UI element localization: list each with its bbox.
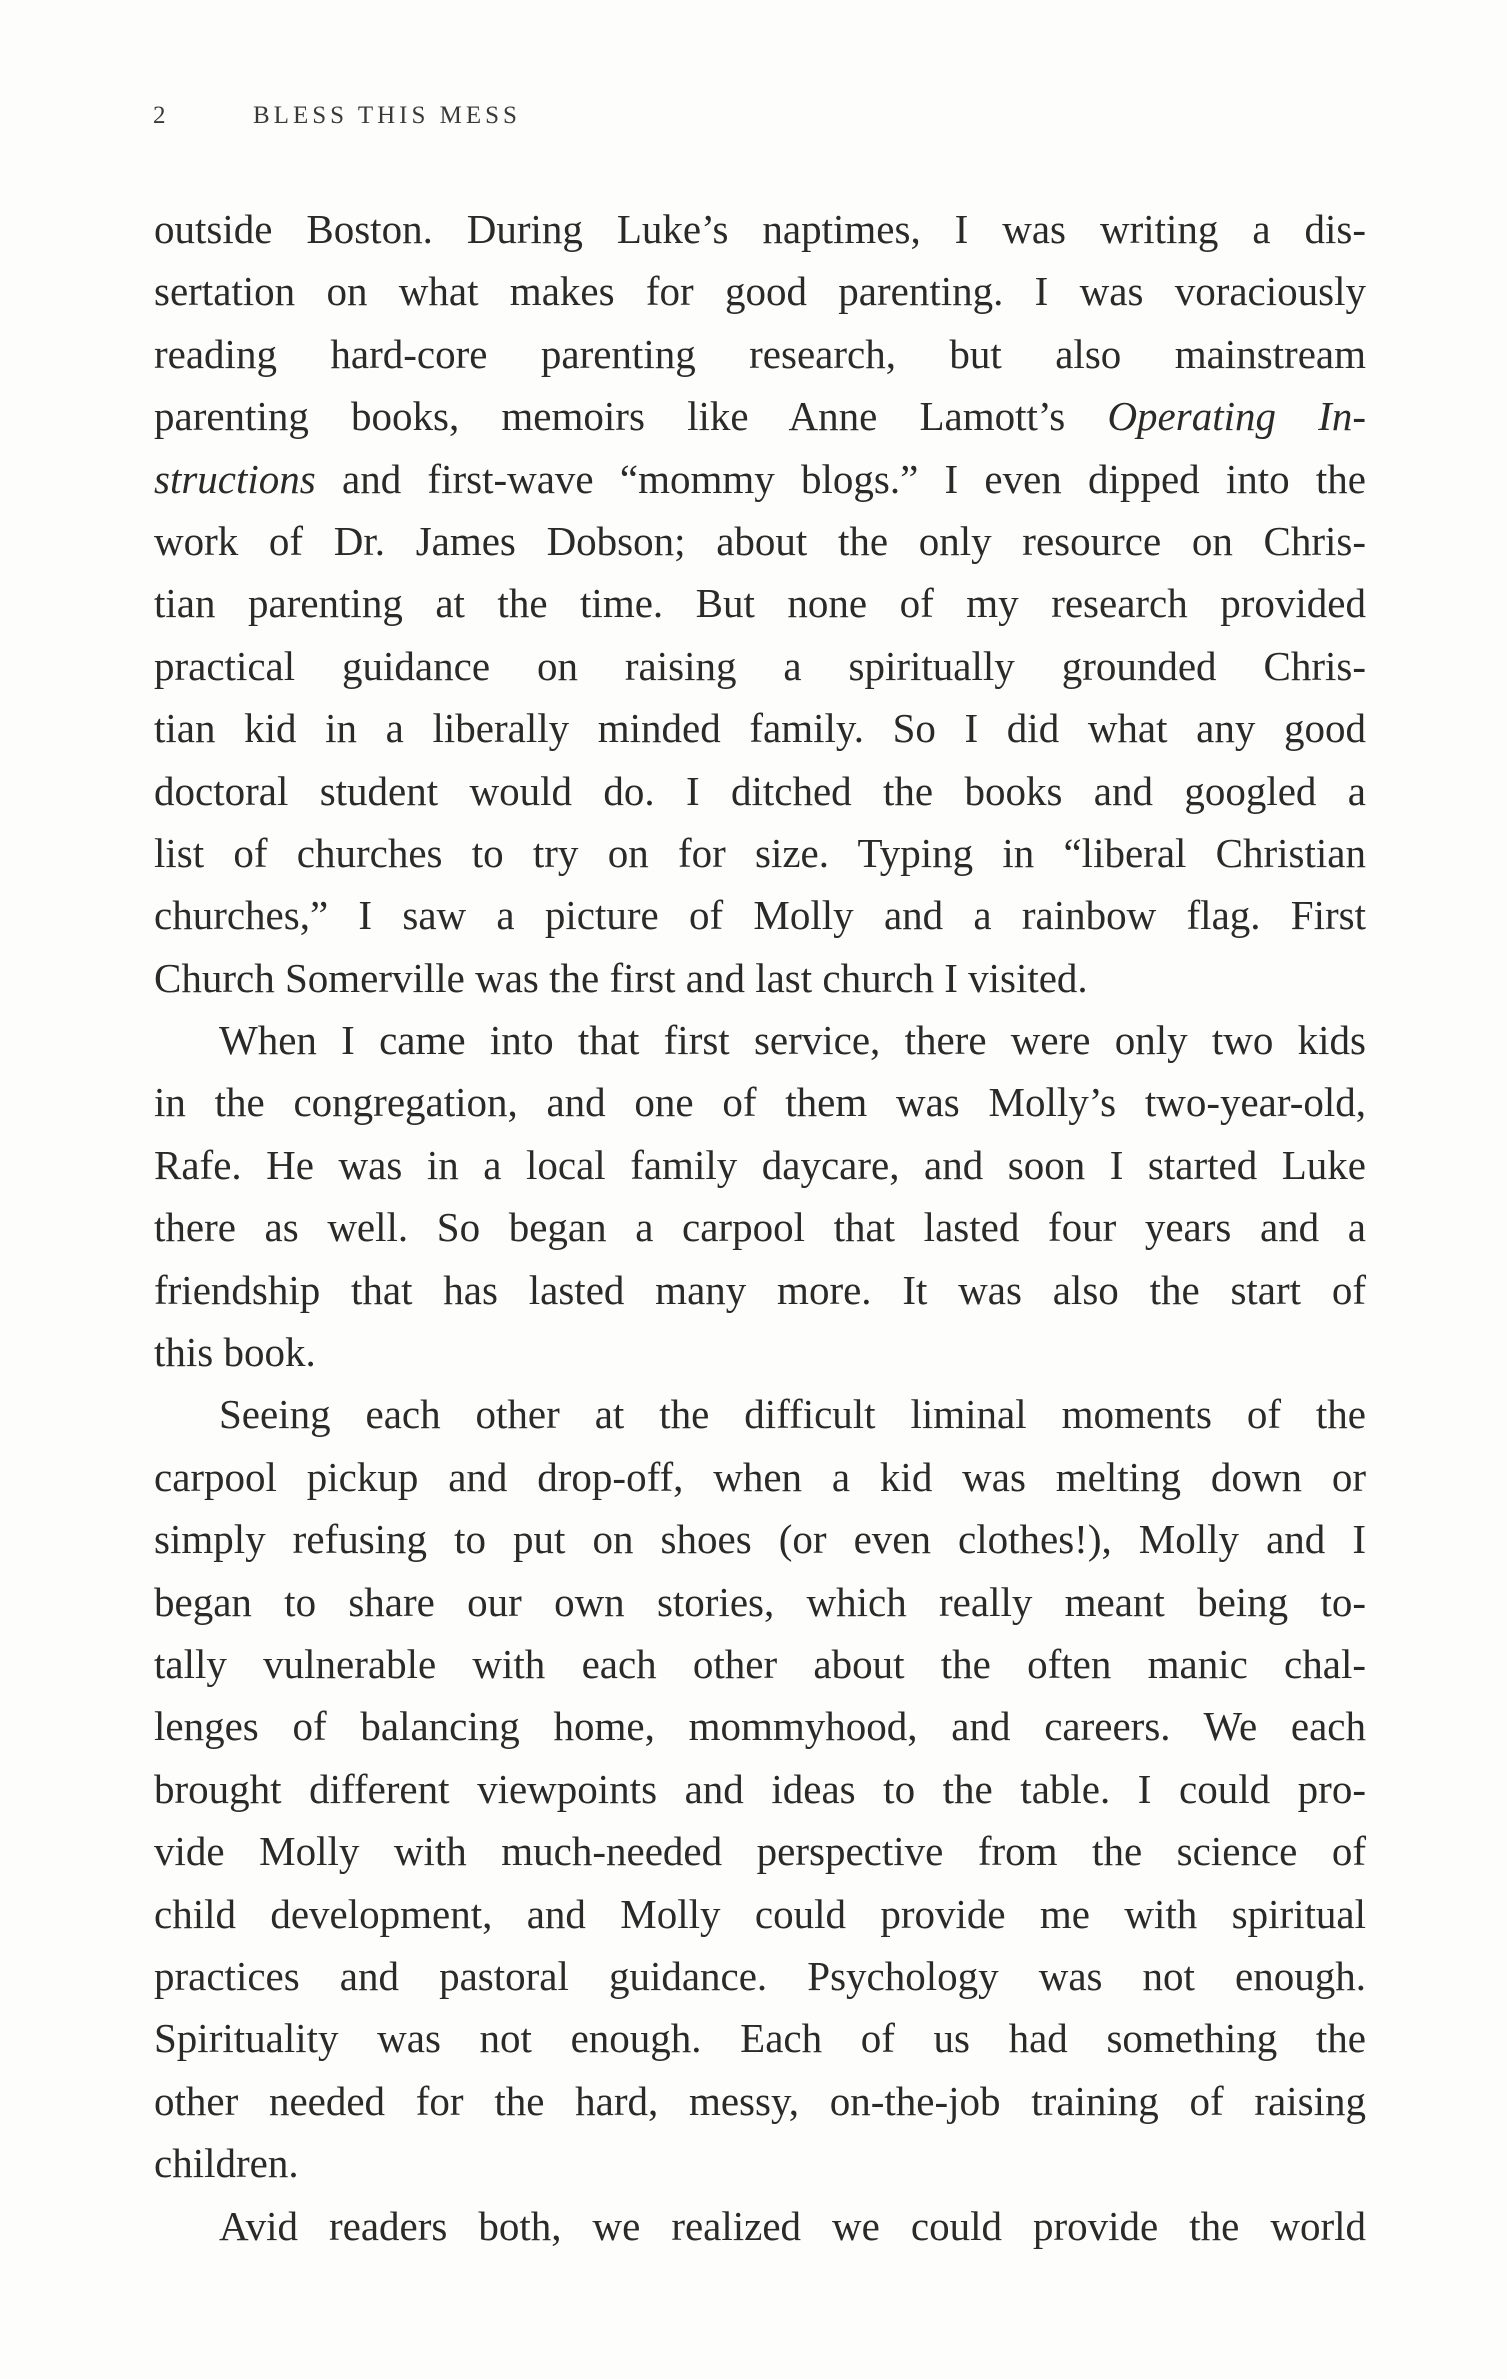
text-line: in the congregation, and one of them was Molly’s two-year-old, bbox=[154, 1079, 1366, 1126]
book-title-italic: structions bbox=[154, 455, 316, 502]
text-line: tally vulnerable with each other about the often manic chal- bbox=[154, 1640, 1366, 1687]
running-title: BLESS THIS MESS bbox=[253, 102, 521, 129]
text-line: children. bbox=[154, 2140, 299, 2187]
text-line: child development, and Molly could provide me with spiritual bbox=[154, 1890, 1366, 1937]
text-line: churches,” I saw a picture of Molly and a rainbow flag. First bbox=[154, 892, 1366, 939]
text-line: lenges of balancing home, mommyhood, and careers. We each bbox=[154, 1703, 1366, 1750]
text-line: friendship that has lasted many more. It was also the start of bbox=[154, 1266, 1366, 1313]
text-line: parenting books, memoirs like Anne Lamott’s Operating In- bbox=[154, 393, 1366, 440]
text-line: Church Somerville was the first and last church I visited. bbox=[154, 954, 1088, 1001]
text-line: Spirituality was not enough. Each of us had something the bbox=[154, 2015, 1366, 2062]
text-line: Avid readers both, we realized we could provide the world bbox=[219, 2202, 1366, 2249]
book-title-italic: Operating In- bbox=[1107, 393, 1366, 440]
page-number: 2 bbox=[153, 102, 170, 129]
text-line: outside Boston. During Luke’s naptimes, I was writing a dis- bbox=[154, 206, 1366, 252]
text-line: Rafe. He was in a local family daycare, and soon I started Luke bbox=[154, 1141, 1366, 1188]
text-line: structions and first-wave “mommy blogs.” I even dipped into the bbox=[154, 455, 1366, 502]
text-line: sertation on what makes for good parenting. I was voraciously bbox=[154, 268, 1366, 315]
text-line: vide Molly with much-needed perspective from the science of bbox=[154, 1828, 1366, 1875]
text-line: reading hard-core parenting research, but also mainstream bbox=[154, 330, 1366, 377]
text-line: Seeing each other at the difficult liminal moments of the bbox=[219, 1391, 1366, 1438]
text-line: work of Dr. James Dobson; about the only resource on Chris- bbox=[154, 517, 1366, 564]
text-line: simply refusing to put on shoes (or even clothes!), Molly and I bbox=[154, 1516, 1366, 1563]
text-line: brought different viewpoints and ideas to the table. I could pro- bbox=[154, 1765, 1366, 1812]
text-line: doctoral student would do. I ditched the books and googled a bbox=[154, 767, 1366, 814]
text-line: this book. bbox=[154, 1329, 316, 1376]
text-line: began to share our own stories, which really meant being to- bbox=[154, 1578, 1366, 1625]
text-line: When I came into that first service, there were only two kids bbox=[219, 1017, 1366, 1064]
text-line: carpool pickup and drop-off, when a kid was melting down or bbox=[154, 1453, 1366, 1500]
running-header bbox=[153, 102, 521, 130]
text-line: list of churches to try on for size. Typing in “liberal Christian bbox=[154, 829, 1366, 876]
text-line: other needed for the hard, messy, on-the-job training of raising bbox=[154, 2077, 1366, 2124]
text-line: practices and pastoral guidance. Psychology was not enough. bbox=[154, 1952, 1366, 1999]
text-line: there as well. So began a carpool that lasted four years and a bbox=[154, 1204, 1366, 1251]
text-line: tian parenting at the time. But none of my research provided bbox=[154, 580, 1366, 627]
body-text bbox=[154, 198, 1366, 2257]
text-line: tian kid in a liberally minded family. So I did what any good bbox=[154, 705, 1366, 752]
text-line: practical guidance on raising a spiritually grounded Chris- bbox=[154, 642, 1366, 689]
